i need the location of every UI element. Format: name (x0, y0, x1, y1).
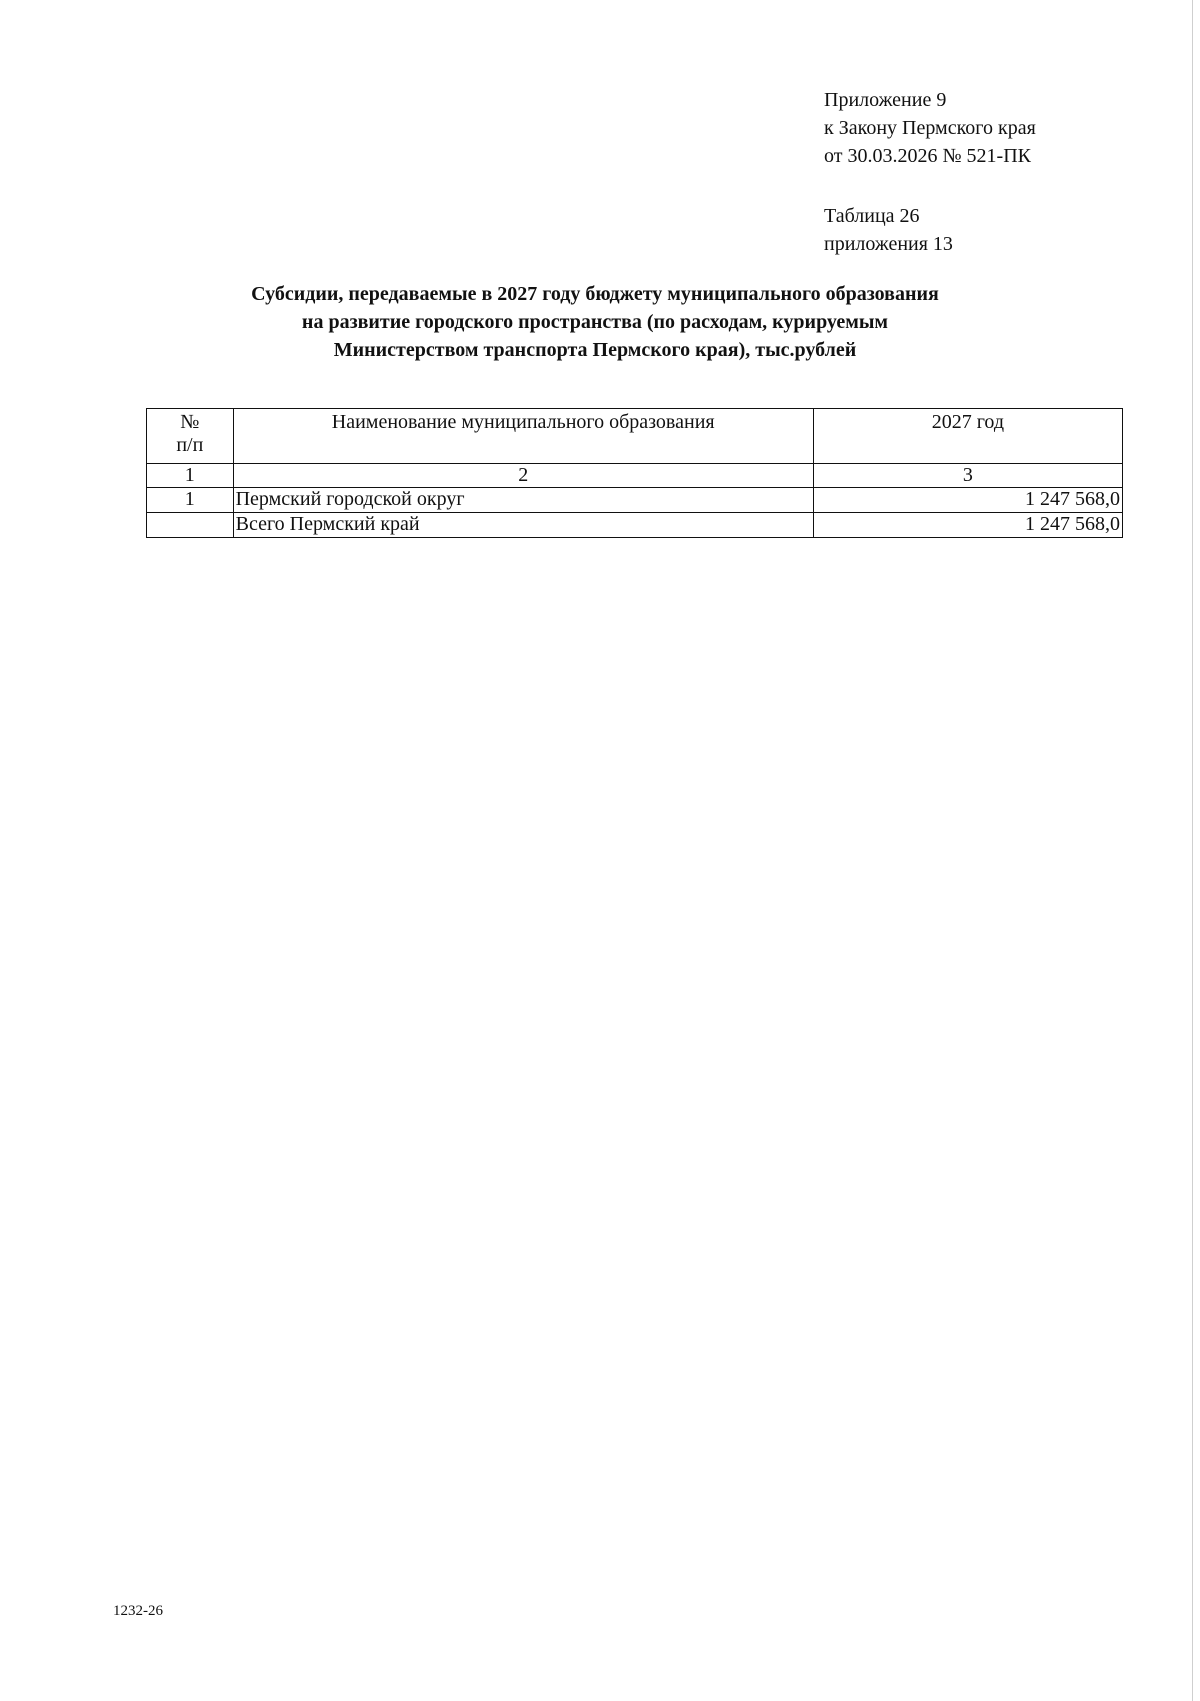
table-appendix: приложения 13 (824, 233, 953, 255)
row-number: 1 (147, 488, 234, 513)
table-number: Таблица 26 (824, 205, 920, 227)
title-line-3: Министерством транспорта Пермского края), тыс.рублей (333, 339, 857, 361)
row-municipality: Пермский городской округ (233, 488, 813, 513)
header-number-symbol: № (180, 411, 200, 433)
column-index: 3 (813, 464, 1122, 488)
page-edge (1192, 0, 1193, 1701)
row-municipality: Всего Пермский край (233, 513, 813, 538)
subsidy-table (146, 408, 1123, 538)
appendix-number: Приложение 9 (824, 89, 947, 111)
appendix-law: к Закону Пермского края (824, 117, 1036, 139)
table-total-row (147, 513, 1123, 538)
table-reference (824, 202, 953, 258)
row-amount: 1 247 568,0 (813, 488, 1122, 513)
column-index-row (147, 464, 1123, 488)
header-number (147, 409, 234, 464)
appendix-reference (824, 86, 1036, 170)
row-number (147, 513, 234, 538)
header-number-abbr: п/п (176, 434, 204, 456)
document-code: 1232-26 (113, 1603, 163, 1619)
title-line-1: Субсидии, передаваемые в 2027 году бюджету муниципального образования (251, 283, 939, 305)
column-index: 1 (147, 464, 234, 488)
header-name: Наименование муниципального образования (233, 409, 813, 464)
row-amount: 1 247 568,0 (813, 513, 1122, 538)
appendix-date: от 30.03.2026 № 521-ПК (824, 145, 1032, 167)
document-title (140, 280, 1050, 364)
table-header-row (147, 409, 1123, 464)
table-row (147, 488, 1123, 513)
column-index: 2 (233, 464, 813, 488)
header-year: 2027 год (813, 409, 1122, 464)
title-line-2: на развитие городского пространства (по расходам, курируемым (301, 311, 889, 333)
